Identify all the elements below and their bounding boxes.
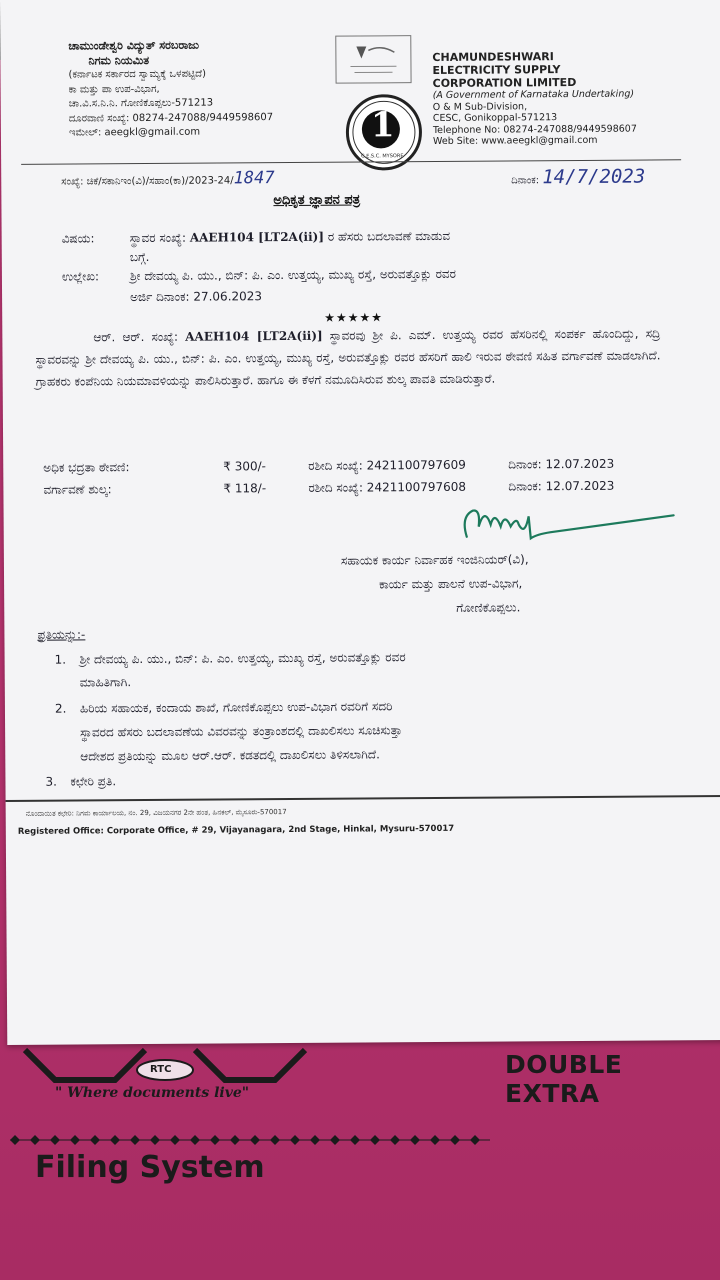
copy-3-number: 3. [45, 774, 57, 789]
copy-1-line-2: ಮಾಹಿತಿಗಾಗಿ. [79, 675, 132, 690]
body-lead: ಆರ್. ಆರ್. ಸಂಖ್ಯೆ: [93, 329, 179, 345]
govt-note-kannada: (ಕರ್ನಾಟಕ ಸರ್ಕಾರದ ಸ್ವಾಮ್ಯಕ್ಕೆ ಒಳಪಟ್ಟಿದೆ) [68, 68, 207, 81]
payment-transfer-label: ವರ್ಗಾವಣೆ ಶುಲ್ಕ: [43, 482, 112, 497]
payment-deposit-date: ದಿನಾಂಕ: 12.07.2023 [508, 456, 615, 472]
reference-label: ಉಲ್ಲೇಖ: [61, 269, 100, 284]
subject-prefix: ಸ್ಥಾವರ ಸಂಖ್ಯೆ: [129, 230, 187, 246]
subject-line-2: ಬಗ್ಗೆ. [129, 249, 150, 265]
company-name-line-2: ELECTRICITY SUPPLY [432, 63, 561, 77]
copy-2-line-3: ಆದೇಶದ ಪ್ರತಿಯನ್ನು ಮೂಲ ಆರ್.ಆರ್. ಕಡತದಲ್ಲಿ ದಾಖಲಿಸಲು ತಿಳಿಸಲಾಗಿದೆ. [80, 747, 380, 764]
payment-transfer-amount: ₹ 118/- [223, 481, 267, 496]
payment-deposit-receipt: ರಶೀದಿ ಸಂಖ್ಯೆ: 2421100797609 [308, 457, 466, 473]
company-name-line-3: CORPORATION LIMITED [432, 75, 577, 90]
signatory-office: ಕಾರ್ಯ ಮತ್ತು ಪಾಲನೆ ಉಪ-ವಿಭಾಗ, [379, 576, 523, 592]
govt-undertaking: (A Government of Karnataka Undertaking) [432, 88, 635, 101]
subdivision-en: O & M Sub-Division, [432, 100, 528, 113]
reference-line-2: ಅರ್ಜಿ ದಿನಾಂಕ: 27.06.2023 [130, 289, 263, 305]
reference-number-handwritten: 1847 [233, 168, 275, 189]
reference-number-label: ಸಂಖ್ಯೆ: ಚಿಕೆ/ಸಕಾನಿಇಂ(ವಿ)/ಸಹಾಂ(ಕಾ)/2023-24/ [61, 175, 234, 188]
address-kannada: ಚಾ.ವಿ.ಸ.ನಿ.ನಿ. ಗೋಣಿಕೊಪ್ಪಲು-571213 [68, 97, 214, 110]
logo-mark-icon [336, 36, 410, 83]
reference-date-label: ದಿನಾಂಕ: [511, 175, 540, 187]
subdivision-kannada: ಕಾ ಮತ್ತು ಪಾ ಉಪ-ವಿಭಾಗ, [68, 83, 160, 96]
payment-transfer-receipt: ರಶೀದಿ ಸಂಖ್ಯೆ: 2421100797608 [308, 479, 467, 495]
separator-stars: ★★★★★ [324, 310, 384, 325]
copy-1-line-1: ಶ್ರೀ ದೇವಯ್ಯ ಪಿ. ಯು., ಬಿನ್: ಪಿ. ಎಂ. ಉತ್ತಯ್ಯ, ಮುಖ್ಯ ರಸ್ತೆ, ಅರುವತ್ತೊಕ್ಲು ರವರ [79, 650, 406, 667]
signatory-designation: ಸಹಾಯಕ ಕಾರ್ಯ ನಿರ್ವಾಹಕ ಇಂಜಿನಿಯರ್(ವಿ), [340, 552, 529, 568]
telephone-en: Telephone No: 08274-247088/9449598607 [432, 123, 637, 136]
body-text: ಸ್ಥಾವರವು ಶ್ರೀ ಪಿ. ಎಮ್. ಉತ್ತಯ್ಯ ರವರ ಹೆಸರಿನಲ್ಲಿ ಸಂಪರ್ಕ ಹೊಂದಿದ್ದು, ಸದ್ರಿ ಸ್ಥಾವರವನ್ನು ಶ್ರೀ ದೇವಯ್ಯ ಪಿ. ಯು., ಬಿನ್: ಪಿ. ಎಂ. ಉತ್ತಯ್ಯ, ಮುಖ್ಯ ರಸ್ತೆ, ಅರುವತ್ತೊಕ್ಲು ರವರ ಹೆಸರಿಗೆ ಹಾಲಿ ಇರುವ ಠೇವಣಿ ಸಹಿತ ವರ್ಗಾವಣೆ ಮಾಡಲಾಗಿದೆ. ಗ್ರಾಹಕರು ಕಂಪೆನಿಯ ನಿಯಮಾವಳಿಯನ್ನು ಪಾಲಿಸಿರುತ್ತಾರೆ. ಹಾಗೂ ಈ ಕೆಳಗೆ ನಮೂದಿಸಿರುವ ಶುಲ್ಕ ಪಾವತಿ ಮಾಡಿರುತ್ತಾರೆ. [35, 326, 661, 389]
payment-transfer-date: ದಿನಾಂಕ: 12.07.2023 [508, 478, 615, 494]
folder-product-name: Filing System [35, 1150, 265, 1185]
folder-logo-emblem [15, 1040, 315, 1120]
header-left-block [68, 38, 273, 141]
payment-deposit-amount: ₹ 300/- [223, 459, 267, 474]
seal-caption: C.E.S.C. MYSORE [361, 153, 404, 160]
copy-2-number: 2. [54, 701, 67, 716]
footer-address-english: Registered Office: Corporate Office, # 29, Vijayanagara, 2nd Stage, Hinkal, Mysuru-570017 [17, 823, 455, 837]
installation-code: AAEH104 [LT2A(ii)] [189, 229, 325, 245]
reference-date [511, 165, 645, 188]
copies-label: ಪ್ರತಿಯನ್ನು:- [37, 627, 86, 642]
org-suffix-kannada: ನಿಗಮ ನಿಯಮಿತ [88, 53, 150, 67]
folder-label: DOUBLE EXTRA [505, 1050, 623, 1108]
company-seal [346, 94, 423, 171]
folder-tagline: " Where documents live" [55, 1085, 250, 1101]
copy-3-line-1: ಕಛೇರಿ ಪ್ರತಿ. [70, 774, 117, 789]
reference-line-1: ಶ್ರೀ ದೇವಯ್ಯ ಪಿ. ಯು., ಬಿನ್: ಪಿ. ಎಂ. ಉತ್ತಯ್ಯ, ಮುಖ್ಯ ರಸ್ತೆ, ಅರುವತ್ತೊಕ್ಲು ರವರ [129, 266, 457, 284]
footer-divider [6, 795, 720, 802]
signatory-place: ಗೋಣಿಕೊಪ್ಪಲು. [456, 600, 521, 615]
company-name-line-1: CHAMUNDESHWARI [432, 50, 554, 64]
memo-body [35, 322, 660, 392]
subject-label: ವಿಷಯ: [61, 231, 95, 246]
memo-title: ಅಧಿಕೃತ ಜ್ಞಾಪನ ಪತ್ರ [273, 192, 361, 209]
subject-suffix: ರ ಹೆಸರು ಬದಲಾವಣೆ ಮಾಡುವ [327, 228, 451, 244]
copy-2-line-2: ಸ್ಥಾವರದ ಹೆಸರು ಬದಲಾವಣೆಯ ವಿವರವನ್ನು ತಂತ್ರಾಂಶದಲ್ಲಿ ದಾಖಲಿಸಲು ಸೂಚಿಸುತ್ತಾ [80, 723, 403, 740]
signature-graphic [458, 495, 678, 557]
footer-address-kannada: ನೊಂದಾಯಿತ ಕಛೇರಿ: ನಿಗಮ ಕಾರ್ಯಾಲಯ, ನಂ. 29, ವಿಜಯನಗರ 2ನೇ ಹಂತ, ಹಿನಕಲ್, ಮೈಸೂರು-570017 [25, 808, 287, 818]
header-right-block [432, 50, 637, 148]
website-en: Web Site: www.aeegkl@gmail.com [432, 134, 598, 147]
subject-line-1 [130, 229, 451, 246]
reference-number [61, 168, 274, 189]
copy-2-line-1: ಹಿರಿಯ ಸಹಾಯಕ, ಕಂದಾಯ ಶಾಖೆ, ಗೋಣಿಕೊಪ್ಪಲು ಉಪ-ವಿಭಾಗ ರವರಿಗೆ ಸದರಿ [79, 699, 393, 716]
email-kannada: ಇಮೇಲ್: aeegkl@gmail.com [68, 126, 201, 139]
address-en: CESC, Gonikoppal-571213 [432, 112, 558, 124]
payment-deposit-label: ಅಧಿಕ ಭದ್ರತಾ ಠೇವಣಿ: [43, 460, 130, 475]
phone-kannada: ದೂರವಾಣಿ ಸಂಖ್ಯೆ: 08274-247088/9449598607 [68, 111, 274, 125]
org-name-kannada: ಚಾಮುಂಡೇಶ್ವರಿ ವಿದ್ಯುತ್ ಸರಬರಾಜು [68, 38, 199, 53]
seal-number-icon: 1 [370, 105, 395, 146]
copy-1-number: 1. [54, 652, 67, 667]
corporate-logo [335, 35, 411, 84]
body-installation-code: AAEH104 [LT2A(ii)] [185, 328, 323, 344]
reference-date-handwritten: 14/7/2023 [542, 165, 646, 189]
folder-badge: RTC [150, 1064, 172, 1075]
